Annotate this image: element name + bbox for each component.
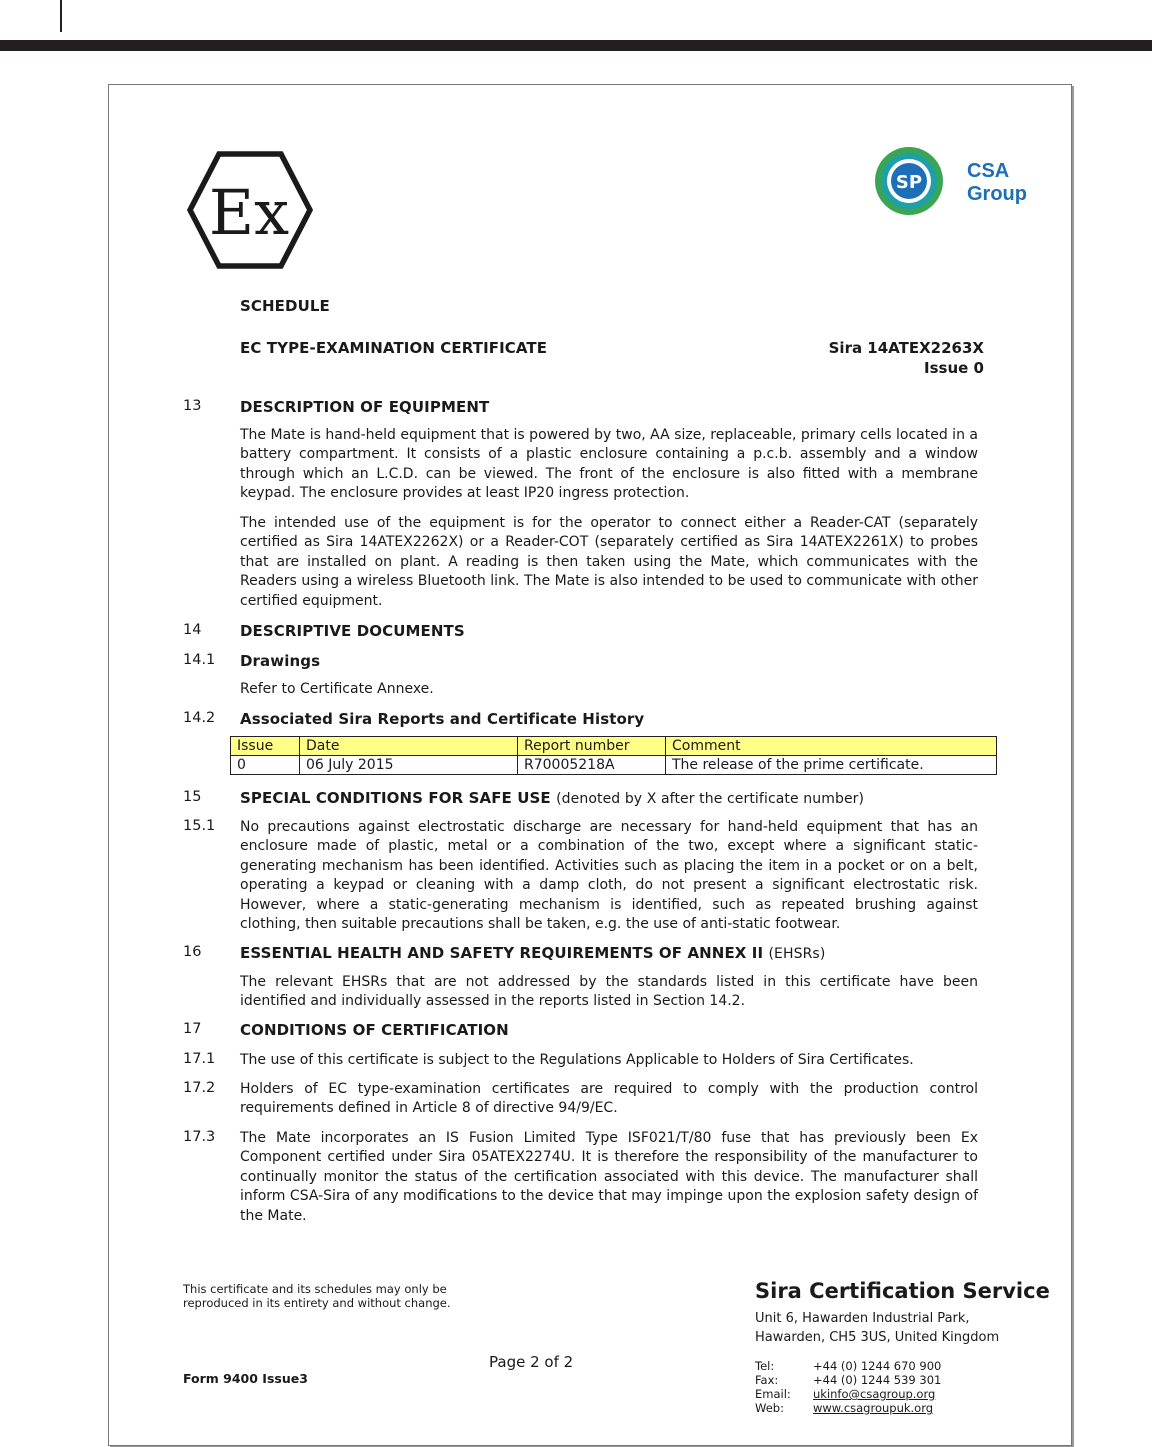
address-line: Hawarden, CH5 3US, United Kingdom	[755, 1330, 1000, 1345]
reproduction-note-line: reproduced in its entirety and without change.	[183, 1296, 451, 1310]
section-paragraph: No precautions against electrostatic discharge are necessary for hand-held equipment that has an enclosure made of plastic, metal or a combination of the two, except where a significant static-generating mechanism has been identified. Activities such as placing the item in a pocket or on a belt, operating a keypad or cleaning with a damp cloth, do not present a significant electrostatic risk. However, where a static-generating mechanism is identified, such as repeated brushing against clothing, then suitable precautions shall be taken, e.g. the use of anti-static footwear.	[240, 819, 978, 933]
section-number: 14.1	[183, 652, 216, 668]
section-number: 17.3	[183, 1129, 216, 1145]
email-label: Email:	[755, 1387, 791, 1401]
form-number: Form 9400 Issue3	[183, 1371, 308, 1386]
tel-label: Tel:	[755, 1359, 775, 1373]
contact-block	[755, 1359, 941, 1415]
table-cell: 06 July 2015	[300, 756, 518, 775]
csa-text: CSA	[967, 160, 1010, 182]
csa-mark-text: SP	[895, 172, 923, 193]
section-number: 15	[183, 789, 202, 805]
section-paragraph: The use of this certificate is subject to the Regulations Applicable to Holders of Sira Certificates.	[240, 1052, 914, 1068]
section-paragraph: Refer to Certificate Annexe.	[240, 681, 434, 697]
table-header-cell: Issue	[231, 737, 300, 756]
table-header-row	[231, 737, 997, 756]
csa-group-logo-icon	[867, 141, 1027, 221]
section-paragraph: The Mate is hand-held equipment that is powered by two, AA size, replaceable, primary cells located in a battery compartment. It consists of a plastic enclosure containing a p.c.b. assembly and a window through which an L.C.D. can be viewed. The front of the enclosure is also fitted with a membrane keypad. The enclosure provides at least IP20 ingress protection.	[240, 427, 978, 502]
table-row	[231, 756, 997, 775]
section-title: DESCRIPTIVE DOCUMENTS	[240, 622, 465, 640]
ex-logo-text: Ex	[208, 176, 290, 249]
table-cell: R70005218A	[518, 756, 666, 775]
section-number: 15.1	[183, 818, 216, 834]
table-header-cell: Report number	[518, 737, 666, 756]
certificate-number: Sira 14ATEX2263X	[828, 339, 984, 357]
section-number: 16	[183, 944, 202, 960]
section-number: 13	[183, 398, 202, 414]
section-title: SPECIAL CONDITIONS FOR SAFE USE	[240, 789, 551, 807]
section-paragraph: The relevant EHSRs that are not addressed by the standards listed in this certificate have been identified and individually assessed in the reports listed in Section 14.2.	[240, 974, 978, 1010]
reproduction-note-line: This certificate and its schedules may only be	[183, 1282, 447, 1296]
group-text: Group	[967, 183, 1027, 205]
section-title: CONDITIONS OF CERTIFICATION	[240, 1021, 509, 1039]
fax-value: +44 (0) 1244 539 301	[813, 1373, 942, 1387]
section-paragraph: The Mate incorporates an IS Fusion Limited Type ISF021/T/80 fuse that has previously been Ex Component certified under Sira 05ATEX2274U. It is therefore the responsibility of the manufacturer to continually monitor the status of the certification associated with this device. The manufacturer shall inform CSA-Sira of any modifications to the device that may impinge upon the explosion safety design of the Mate.	[240, 1130, 978, 1224]
section-title: Drawings	[240, 652, 321, 670]
section-number: 14	[183, 622, 202, 638]
sira-certification-title: Sira Certification Service	[755, 1279, 1050, 1303]
section-number: 17.1	[183, 1051, 216, 1067]
section-title-suffix: (EHSRs)	[768, 946, 826, 962]
section-title-line	[240, 944, 825, 962]
page-number: Page 2 of 2	[489, 1353, 574, 1371]
header-bar	[0, 40, 1152, 51]
section-number: 17.2	[183, 1080, 216, 1096]
section-title: ESSENTIAL HEALTH AND SAFETY REQUIREMENTS OF ANNEX II	[240, 944, 764, 962]
certificate-title: EC TYPE-EXAMINATION CERTIFICATE	[240, 339, 548, 357]
fax-label: Fax:	[755, 1373, 779, 1387]
web-link[interactable]: www.csagroupuk.org	[813, 1401, 934, 1415]
section-paragraph: The intended use of the equipment is for the operator to connect either a Reader-CAT (separately certified as Sira 14ATEX2262X) or a Reader-COT (separately certified as Sira 14ATEX2261X) to probes that are installed on plant. A reading is then taken using the Mate, which communicates with the Readers using a wireless Bluetooth link. The Mate is also intended to be used to communicate with other certified equipment.	[240, 515, 978, 609]
section-title: DESCRIPTION OF EQUIPMENT	[240, 398, 490, 416]
section-paragraph: Holders of EC type-examination certificates are required to comply with the production control requirements defined in Article 8 of directive 94/9/EC.	[240, 1081, 978, 1117]
web-label: Web:	[755, 1401, 784, 1415]
email-link[interactable]: ukinfo@csagroup.org	[813, 1387, 936, 1401]
table-header-cell: Date	[300, 737, 518, 756]
table-cell: The release of the prime certificate.	[666, 756, 997, 775]
certificate-issue: Issue 0	[924, 359, 984, 377]
section-number: 14.2	[183, 710, 216, 726]
section-title-line	[240, 789, 864, 807]
ex-logo-icon	[187, 151, 313, 269]
section-title: Associated Sira Reports and Certificate History	[240, 710, 645, 728]
section-number: 17	[183, 1021, 202, 1037]
certificate-number-block	[829, 338, 984, 378]
address-line: Unit 6, Hawarden Industrial Park,	[755, 1311, 970, 1326]
table-cell: 0	[231, 756, 300, 775]
table-header-cell: Comment	[666, 737, 997, 756]
certificate-history-table	[230, 736, 997, 775]
certificate-page	[108, 84, 1072, 1446]
schedule-heading: SCHEDULE	[240, 297, 330, 315]
reproduction-note	[183, 1282, 483, 1310]
section-title-suffix: (denoted by X after the certificate number)	[556, 791, 865, 807]
header-tick	[60, 0, 62, 32]
tel-value: +44 (0) 1244 670 900	[813, 1359, 942, 1373]
